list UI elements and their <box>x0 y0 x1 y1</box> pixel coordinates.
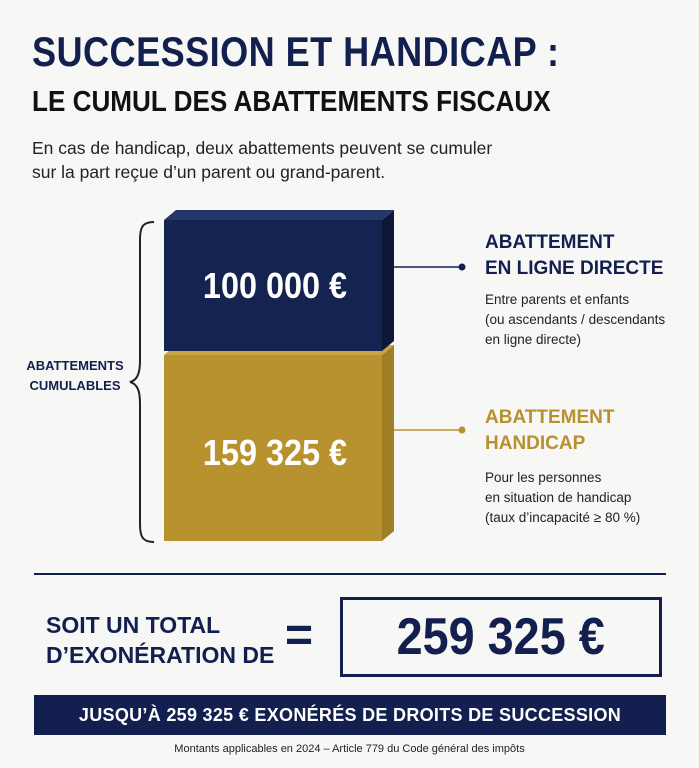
brace-label-line: CUMULABLES <box>29 378 121 393</box>
page-subtitle: LE CUMUL DES ABATTEMENTS FISCAUX <box>32 86 551 118</box>
footer-note: Montants applicables en 2024 – Article 779 du Code général des impôts <box>174 743 525 755</box>
direct-line-block-side <box>382 210 394 351</box>
equals-sign: = <box>285 609 314 662</box>
handicap-title-line: ABATTEMENT <box>485 407 615 428</box>
total-label-line: D’EXONÉRATION DE <box>46 642 275 668</box>
direct-line-title-line: EN LIGNE DIRECTE <box>485 258 664 279</box>
divider <box>34 573 666 575</box>
direct-line-title-line: ABATTEMENT <box>485 232 615 253</box>
total-value: 259 325 € <box>396 608 606 666</box>
handicap-amount: 159 325 € <box>202 432 348 473</box>
stacked-blocks <box>150 205 480 550</box>
direct-line-title <box>485 230 663 282</box>
intro-line: sur la part reçue d’un parent ou grand-parent. <box>32 162 386 182</box>
handicap-desc-line: en situation de handicap <box>485 490 632 505</box>
direct-line-desc-line: en ligne directe) <box>485 332 582 347</box>
handicap-desc-line: Pour les personnes <box>485 470 602 485</box>
direct-line-block-top <box>164 210 394 220</box>
brace-label <box>20 356 130 396</box>
intro-text <box>32 136 552 184</box>
direct-line-desc-line: (ou ascendants / descendants <box>485 312 666 327</box>
total-label <box>46 610 274 670</box>
brace-label-line: ABATTEMENTS <box>26 358 124 373</box>
handicap-desc-line: (taux d’incapacité ≥ 80 %) <box>485 510 641 525</box>
direct-line-desc-line: Entre parents et enfants <box>485 292 630 307</box>
page-title: SUCCESSION ET HANDICAP : <box>32 28 560 75</box>
total-label-line: SOIT UN TOTAL <box>46 612 221 638</box>
handicap-block-side <box>382 345 394 541</box>
handicap-description <box>485 468 640 528</box>
total-box <box>340 597 662 677</box>
summary-banner <box>34 695 666 735</box>
banner-text: JUSQU’À 259 325 € EXONÉRÉS DE DROITS DE SUCCESSION <box>78 704 622 725</box>
direct-line-amount: 100 000 € <box>202 265 348 306</box>
direct-line-description <box>485 290 665 350</box>
handicap-title-line: HANDICAP <box>485 433 586 454</box>
handicap-title <box>485 405 614 457</box>
intro-line: En cas de handicap, deux abattements peuvent se cumuler <box>32 138 493 158</box>
